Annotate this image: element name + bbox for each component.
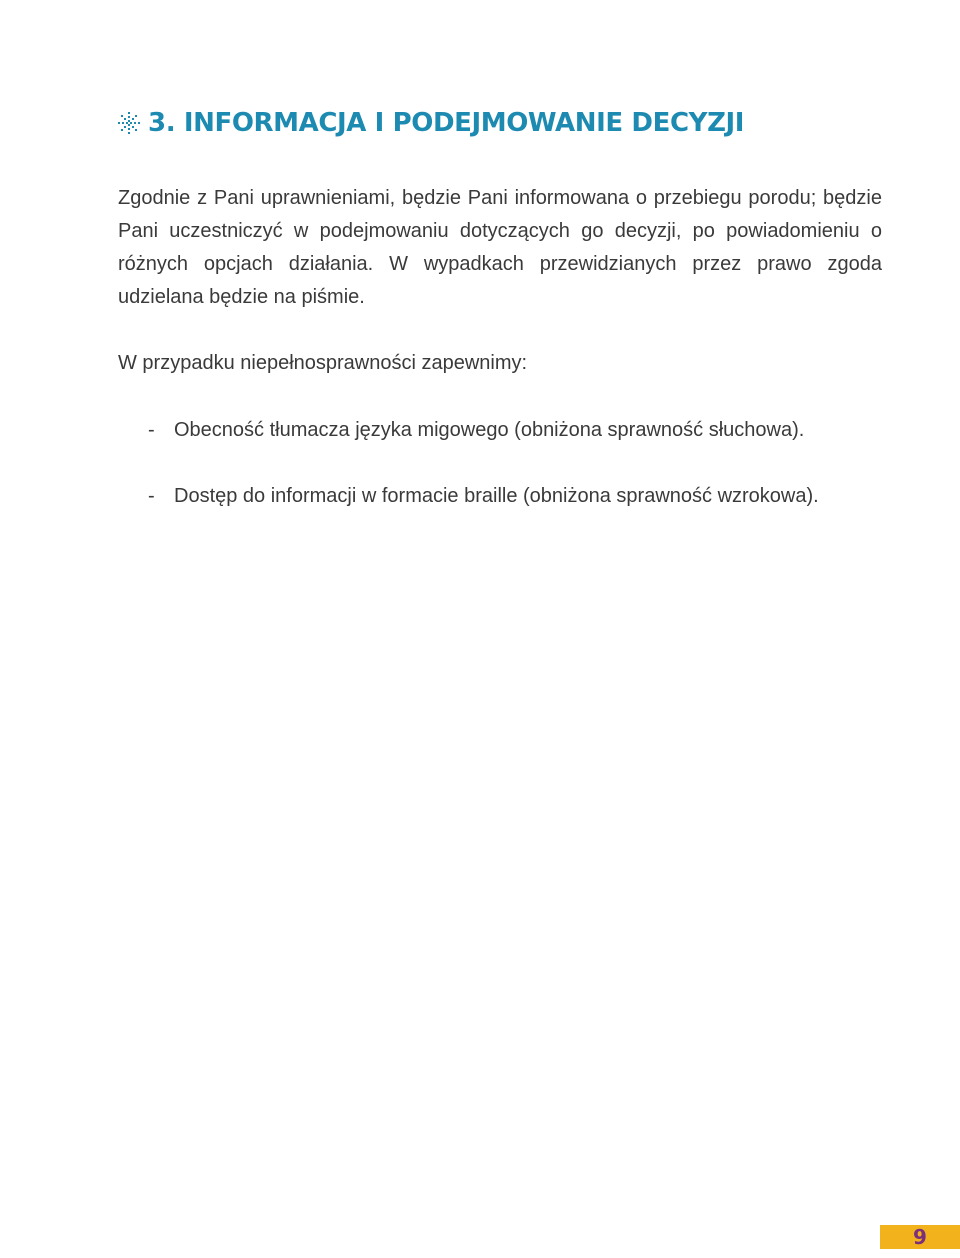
list-item-text: Dostęp do informacji w formacie braille (obniżona sprawność wzrokowa). bbox=[174, 485, 819, 507]
page-number: 9 bbox=[913, 1225, 927, 1249]
page-number-badge bbox=[880, 1225, 960, 1249]
list-item bbox=[148, 414, 882, 447]
list-item bbox=[148, 480, 882, 513]
dotted-snowflake-icon bbox=[118, 112, 140, 134]
accessibility-list bbox=[118, 414, 882, 513]
page-content bbox=[118, 110, 882, 546]
intro-paragraph: Zgodnie z Pani uprawnieniami, będzie Pani informowana o przebiegu porodu; będzie Pani uczestniczyć w podejmowaniu dotyczących go decyzji, po powiadomieniu o różnych opcjach działania. W wypadkach przewidzianych przez prawo zgoda udzielana będzie na piśmie. bbox=[118, 187, 882, 308]
lead-paragraph: W przypadku niepełnosprawności zapewnimy: bbox=[118, 352, 528, 374]
list-bullet: - bbox=[148, 485, 155, 507]
section-heading bbox=[118, 110, 882, 136]
list-bullet: - bbox=[148, 419, 155, 441]
list-item-text: Obecność tłumacza języka migowego (obniżona sprawność słuchowa). bbox=[174, 419, 805, 441]
section-title: 3. INFORMACJA I PODEJMOWANIE DECYZJI bbox=[148, 108, 745, 138]
